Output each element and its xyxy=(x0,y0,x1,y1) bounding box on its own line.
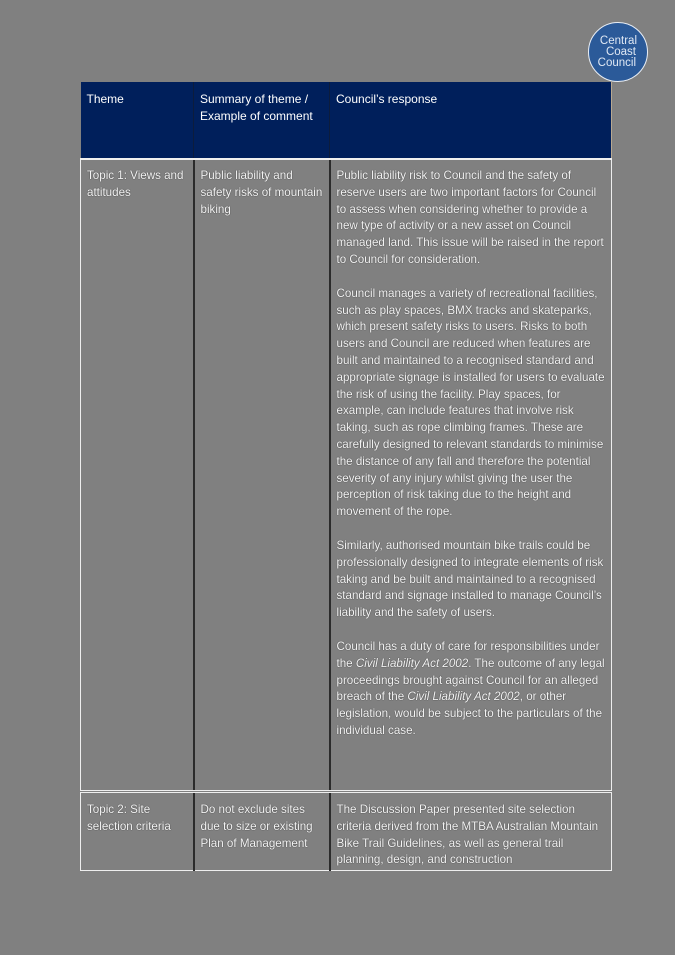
summary-cell: Public liability and safety risks of mountain biking xyxy=(194,159,330,792)
response-paragraph xyxy=(337,639,607,740)
text-segment: Council has a duty of care for responsibilities under the xyxy=(336,639,600,670)
legislation-title: Civil Liability Act 2002 xyxy=(407,690,520,704)
response-paragraph: Public liability risk to Council and the safety of reserve users are two important factors for Council to assess when considering whether to provide a new type of activity or a new asset on Council managed land. This issue will be raised in the report to Council for consideration. xyxy=(336,169,604,266)
logo-line-2: Coast xyxy=(605,45,636,58)
response-paragraph: The Discussion Paper presented site selection criteria derived from the MTBA Australian Mountain Bike Trail Guidelines, as well as general trail planning, design, and construction xyxy=(336,803,599,867)
legislation-title: Civil Liability Act 2002 xyxy=(355,656,469,670)
logo-line-1: Central xyxy=(599,34,637,47)
central-coast-council-logo xyxy=(588,22,648,82)
theme-cell: Topic 2: Site selection criteria xyxy=(81,792,194,871)
logo-line-3: Council xyxy=(597,56,636,69)
response-paragraph: Similarly, authorised mountain bike trails could be professionally designed to integrate elements of risk taking and be built and maintained to a recognised standard and signage installed to manage Council’s liability and the safety of users. xyxy=(336,538,604,620)
header-summary: Summary of theme / Example of comment xyxy=(194,82,330,159)
summary-cell: Do not exclude sites due to size or existing Plan of Management xyxy=(194,792,330,871)
text-segment: , or other legislation, would be subject to the particulars of the individual case. xyxy=(336,690,603,737)
theme-cell: Topic 1: Views and attitudes xyxy=(81,159,194,792)
header-council-response: Council’s response xyxy=(330,82,612,159)
table-row xyxy=(81,159,612,792)
response-paragraph: Council manages a variety of recreational facilities, such as play spaces, BMX tracks and skateparks, which present safety risks to users. Risks to both users and Council are reduced when features are built and maintained to a recognised standard and appropriate signage is installed for users to evaluate the risk of using the facility. Play spaces, for example, can include features that involve risk taking, such as rope climbing frames. These are carefully designed to relevant standards to minimise the distance of any fall and therefore the potential severity of any injury whilst giving the user the perception of risk taking due to the height and movement of the rope. xyxy=(336,286,605,519)
text-segment: . The outcome of any legal proceedings brought against Council for an alleged breach of the xyxy=(336,656,605,704)
table-header-row xyxy=(81,82,612,159)
response-cell xyxy=(330,159,612,792)
header-theme: Theme xyxy=(81,82,194,159)
table-row xyxy=(81,792,612,871)
feedback-response-table xyxy=(80,82,612,871)
response-cell xyxy=(330,792,612,871)
